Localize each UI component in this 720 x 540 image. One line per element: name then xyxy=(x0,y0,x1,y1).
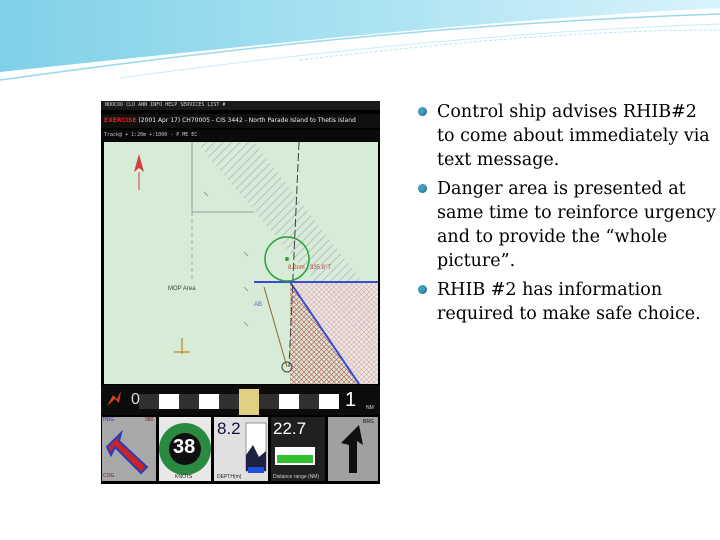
range-readout: 8.2nm · 335.8°T xyxy=(288,265,332,271)
heading-value: 080 xyxy=(145,417,154,423)
nautical-chart xyxy=(104,142,378,384)
ruler-right-value: 1 xyxy=(345,389,357,411)
vessel-label: AB xyxy=(254,302,263,308)
ruler-left-value: 0 xyxy=(131,391,140,408)
crosshair-icon xyxy=(174,338,190,354)
nav-title-text: (2001 Apr 17) CH70005 - CIS 3442 - North Parade Island to Thetis Island xyxy=(138,117,356,124)
distance-value: 22.7 xyxy=(273,419,307,438)
header-swoosh-decoration xyxy=(0,0,720,90)
exercise-tag: EXERCISE xyxy=(104,117,137,124)
instrument-dashboard xyxy=(101,415,380,484)
speed-value: 38 xyxy=(173,436,196,458)
nav-titlebar xyxy=(101,114,380,128)
nav-toolbar: Track@ + 1:20m +:1000 - P ME EC xyxy=(101,130,380,141)
bullet-item: Danger area is presented at same time to reinforce urgency and to provide the “whole picture”. xyxy=(418,177,718,273)
depth-value: 8.2 xyxy=(217,419,241,438)
cog-label: COG xyxy=(103,473,115,479)
bullet-item: Control ship advises RHIB#2 to come about immediately via text message. xyxy=(418,100,718,172)
bullet-item: RHIB #2 has information required to make safe choice. xyxy=(418,278,718,326)
chart-graphics xyxy=(104,142,378,384)
navigation-display-screenshot xyxy=(101,101,380,484)
heading-label: HDG xyxy=(103,417,115,423)
area-label: MOP Area xyxy=(168,286,196,292)
north-arrow-icon xyxy=(134,154,144,190)
speed-unit: KNOTS xyxy=(175,474,193,480)
depth-unit: DEPTH(m) xyxy=(217,474,242,480)
distance-ruler xyxy=(101,385,380,415)
bullet-list xyxy=(418,100,718,331)
bearing-label: BRG xyxy=(363,419,374,425)
nav-menubar: NOOCOO CLO ANN INFO HELP SERVICES LIST # xyxy=(101,101,380,110)
ruler-unit: NM xyxy=(366,405,374,411)
ruler-arrow-icon xyxy=(107,391,121,406)
distance-unit: Distance range (NM) xyxy=(273,474,320,480)
